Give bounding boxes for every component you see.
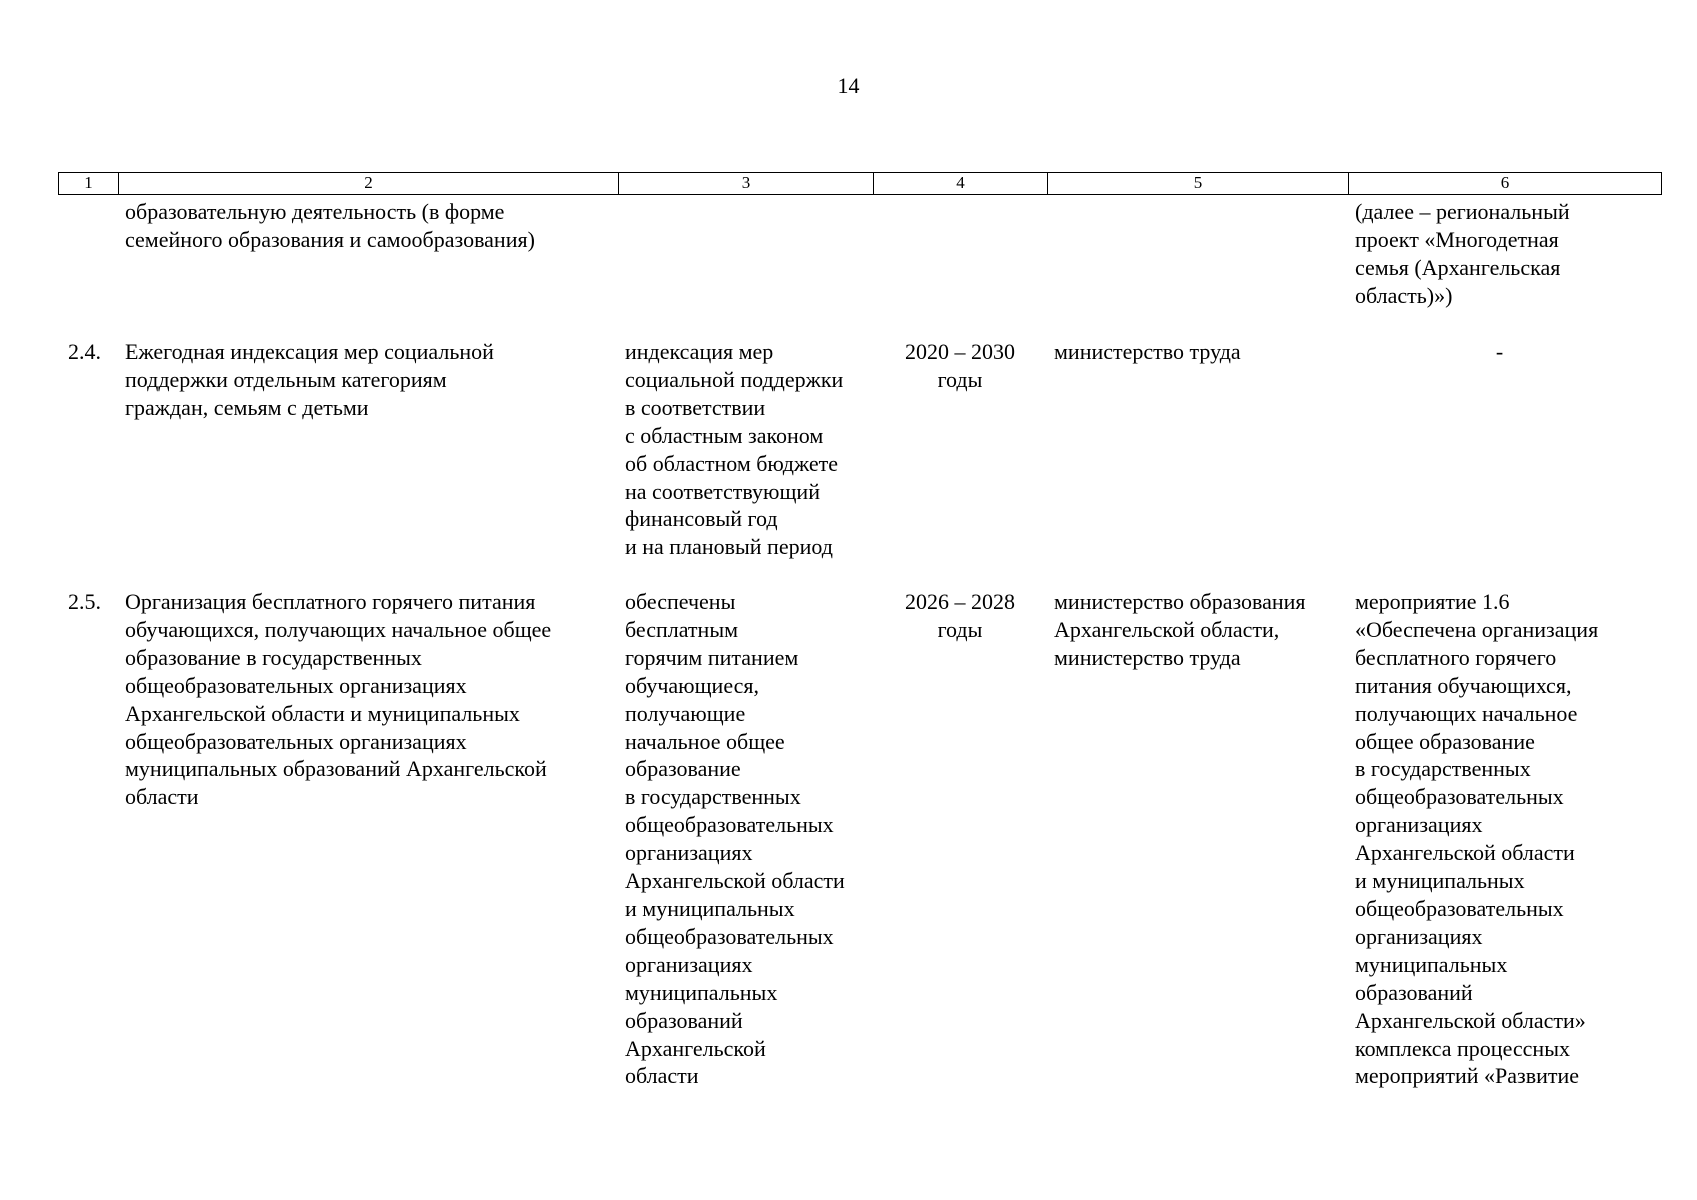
text-line: общеобразовательных (625, 923, 834, 949)
text-line: комплекса процессных (1355, 1035, 1570, 1061)
text-line: и муниципальных (625, 895, 795, 921)
text-line: бесплатного горячего (1355, 644, 1557, 670)
text-line: общее образование (1355, 728, 1535, 754)
text-line: годы (937, 616, 983, 642)
text-line: Архангельской области (625, 868, 845, 894)
table-row (58, 338, 1651, 561)
cell-years (873, 338, 1047, 561)
text-line: Организация бесплатного горячего питания (125, 589, 536, 614)
text-line: муниципальных (625, 979, 778, 1005)
cell-name (118, 198, 618, 310)
text-line: начальное общее (625, 728, 785, 754)
text-line: «Обеспечена организация (1355, 616, 1599, 642)
text-line: в соответствии (625, 394, 766, 420)
text-line: общеобразовательных (625, 812, 834, 838)
row-number: 2.4. (68, 339, 101, 364)
text-line: индексация мер (625, 339, 774, 364)
table-row (58, 588, 1651, 1090)
cell-result (618, 588, 873, 1090)
cell-num (58, 198, 118, 310)
text-line: общеобразовательных (1355, 895, 1564, 921)
cell-executor (1047, 338, 1348, 561)
text-line: министерство образования (1054, 589, 1306, 614)
text-line: получающих начальное (1355, 700, 1578, 726)
cell-link (1348, 588, 1651, 1090)
text-line: в государственных (625, 784, 801, 810)
text-line: общеобразовательных организациях (125, 728, 467, 754)
cell-name (118, 338, 618, 561)
text-line: и на плановый период (625, 534, 833, 560)
row-number: 2.5. (68, 589, 101, 614)
text-line: организациях (1355, 812, 1483, 838)
text-line: обеспечены (625, 589, 736, 614)
text-line: - (1495, 339, 1504, 364)
text-line: области (125, 784, 199, 810)
header-col-2: 2 (119, 173, 619, 194)
text-line: горячим питанием (625, 644, 799, 670)
table-header (58, 172, 1662, 195)
cell-result (618, 198, 873, 310)
header-col-3: 3 (619, 173, 874, 194)
text-line: организациях (1355, 923, 1483, 949)
table-row-continuation (58, 198, 1651, 310)
text-line: поддержки отдельным категориям (125, 366, 447, 392)
cell-name (118, 588, 618, 1090)
text-line: семья (Архангельская (1355, 254, 1561, 280)
text-line: министерство труда (1054, 644, 1241, 670)
text-line: муниципальных (1355, 951, 1508, 977)
cell-link (1348, 198, 1651, 310)
cell-link (1348, 338, 1651, 561)
header-col-5: 5 (1048, 173, 1349, 194)
text-line: Архангельской (625, 1035, 766, 1061)
text-line: годы (937, 366, 983, 392)
text-line: Архангельской области и муниципальных (125, 700, 520, 726)
text-line: на соответствующий (625, 478, 820, 504)
text-line: мероприятие 1.6 (1355, 589, 1510, 614)
text-line: и муниципальных (1355, 868, 1525, 894)
text-line: Ежегодная индексация мер социальной (125, 339, 494, 364)
text-line: мероприятий «Развитие (1355, 1063, 1580, 1089)
text-line: (далее – региональный (1355, 199, 1570, 224)
text-line: 2026 – 2028 (905, 589, 1015, 614)
text-line: социальной поддержки (625, 366, 844, 392)
text-line: граждан, семьям с детьми (125, 394, 369, 420)
text-line: общеобразовательных организациях (125, 672, 467, 698)
header-col-6: 6 (1500, 173, 1510, 192)
cell-result (618, 338, 873, 561)
text-line: обучающихся, получающих начальное общее (125, 616, 552, 642)
cell-years (873, 588, 1047, 1090)
cell-years (873, 198, 1047, 310)
text-line: бесплатным (625, 616, 739, 642)
text-line: министерство труда (1054, 339, 1241, 364)
text-line: образование (625, 756, 741, 782)
text-line: общеобразовательных (1355, 784, 1564, 810)
text-line: организациях (625, 840, 753, 866)
text-line: образование в государственных (125, 644, 422, 670)
text-line: муниципальных образований Архангельской (125, 756, 547, 782)
header-col-1: 1 (59, 173, 119, 194)
text-line: организациях (625, 951, 753, 977)
text-line: обучающиеся, (625, 672, 760, 698)
cell-executor (1047, 198, 1348, 310)
text-line: Архангельской области (1355, 840, 1575, 866)
header-col-4: 4 (874, 173, 1048, 194)
cell-num (58, 338, 118, 561)
text-line: питания обучающихся, (1355, 672, 1572, 698)
text-line: Архангельской области, (1054, 616, 1280, 642)
text-line: в государственных (1355, 756, 1531, 782)
text-line: область)») (1355, 282, 1453, 308)
cell-executor (1047, 588, 1348, 1090)
text-line: проект «Многодетная (1355, 226, 1559, 252)
text-line: с областным законом (625, 422, 824, 448)
page-number: 14 (837, 73, 860, 98)
text-line: 2020 – 2030 (905, 339, 1015, 364)
text-line: образований (625, 1007, 743, 1033)
text-line: области (625, 1063, 699, 1089)
text-line: Архангельской области» (1355, 1007, 1586, 1033)
text-line: образовательную деятельность (в форме (125, 199, 505, 224)
text-line: финансовый год (625, 506, 778, 532)
cell-num (58, 588, 118, 1090)
text-line: об областном бюджете (625, 450, 838, 476)
text-line: семейного образования и самообразования) (125, 226, 535, 252)
text-line: получающие (625, 700, 746, 726)
text-line: образований (1355, 979, 1473, 1005)
